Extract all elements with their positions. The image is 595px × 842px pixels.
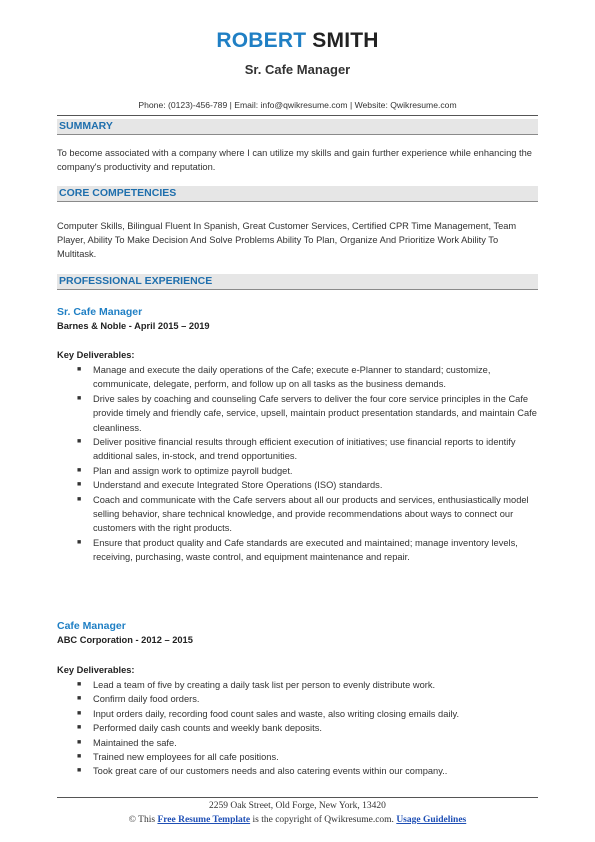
bullet-text: Coach and communicate with the Cafe servers about all our products and services, enthusiastically model selling behavior, share technical knowledge, and provide recommendations about ways to connect our customers with the right products.	[93, 494, 529, 534]
bullet-text: Took great care of our customers needs and also catering events within our company..	[93, 766, 448, 777]
competencies-text: Computer Skills, Bilingual Fluent In Spanish, Great Customer Services, Certified CPR Time Management, Team Player, Ability To Make Decision And Solve Problems Ability To Plan, Organize And Prioritize Work Ability To Multitask.	[57, 221, 517, 259]
bullet-icon: ■	[77, 738, 82, 746]
job-2-deliverables-label: Key Deliverables:	[57, 665, 135, 675]
bullet-text: Trained new employees for all cafe positions.	[93, 752, 279, 763]
candidate-name	[0, 29, 595, 53]
competencies-section-header	[57, 186, 538, 202]
summary-heading: SUMMARY	[59, 120, 113, 132]
bullet-text: Input orders daily, recording food count sales and waste, also writing closing emails daily.	[93, 708, 460, 719]
bullet-icon: ■	[77, 538, 82, 546]
bullet-text: Ensure that product quality and Cafe standards are executed and maintained; manage inventory levels, receiving, purchasing, waste control, and equipment maintenance and repair.	[93, 537, 518, 563]
bullet-text: Maintained the safe.	[93, 737, 177, 748]
list-item	[57, 750, 538, 764]
bullet-icon: ■	[77, 753, 82, 761]
bullet-icon: ■	[77, 695, 82, 703]
job-2-company: ABC Corporation - 2012 – 2015	[57, 635, 193, 645]
copyright-middle: is the copyright of Qwikresume.com.	[252, 815, 394, 825]
bullet-icon: ■	[77, 466, 82, 474]
bullet-icon: ■	[77, 724, 82, 732]
summary-text: To become associated with a company where I can utilize my skills and gain further experience while enhancing the company's productivity and reputation.	[57, 148, 532, 172]
bullet-icon: ■	[77, 394, 82, 402]
bullet-text: Deliver positive financial results through efficient execution of initiatives; use financial reports to identify additional sales, in-stock, and trend opportunities.	[93, 437, 516, 462]
bullet-text: Manage and execute the daily operations of the Cafe; execute e-Planner to standard; customize, communicate, delegate, perform, and follow up on all tasks as the business demands.	[93, 365, 491, 390]
bullet-icon: ■	[77, 438, 82, 446]
copyright-prefix: © This	[128, 815, 156, 825]
bullet-icon: ■	[77, 481, 82, 489]
job-1-bullet-list	[57, 363, 538, 565]
contact-line: Phone: (0123)-456-789 | Email: info@qwikresume.com | Website: Qwikresume.com	[138, 100, 457, 110]
bullet-text: Confirm daily food orders.	[93, 694, 200, 705]
list-item	[57, 493, 538, 536]
bullet-text: Plan and assign work to optimize payroll budget.	[93, 465, 293, 476]
usage-guidelines-link[interactable]: Usage Guidelines	[396, 815, 467, 825]
list-item	[57, 363, 538, 392]
experience-section-header	[57, 274, 538, 290]
job-1-title: Sr. Cafe Manager	[57, 306, 143, 318]
bullet-icon: ■	[77, 767, 82, 775]
last-name: SMITH	[312, 29, 379, 52]
footer-address: 2259 Oak Street, Old Forge, New York, 13420	[209, 801, 386, 811]
footer-copyright	[0, 815, 595, 825]
list-item	[57, 478, 538, 492]
bullet-icon: ■	[77, 709, 82, 717]
list-item	[57, 721, 538, 735]
job-1-company: Barnes & Noble - April 2015 – 2019	[57, 321, 210, 331]
list-item	[57, 392, 538, 435]
bullet-icon: ■	[77, 495, 82, 503]
bullet-text: Drive sales by coaching and counseling Cafe servers to deliver the four core service principles in the Cafe provide timely and friendly cafe, service, upsell, maintain product presentation standards, and maintain Cafe cleanliness.	[93, 393, 537, 433]
free-resume-template-link[interactable]: Free Resume Template	[157, 815, 251, 825]
bullet-text: Understand and execute Integrated Store Operations (ISO) standards.	[93, 480, 383, 491]
job-2-title: Cafe Manager	[57, 620, 126, 632]
bullet-text: Lead a team of five by creating a daily task list per person to evenly distribute work.	[93, 680, 436, 690]
first-name: ROBERT	[216, 29, 307, 52]
header-divider	[57, 115, 538, 116]
bullet-icon: ■	[77, 681, 82, 688]
list-item	[57, 678, 538, 692]
footer-divider	[57, 797, 538, 798]
bullet-icon: ■	[77, 366, 82, 373]
job-headline: Sr. Cafe Manager	[244, 62, 351, 77]
job-2-bullet-list	[57, 678, 538, 779]
competencies-heading: CORE COMPETENCIES	[59, 187, 177, 199]
list-item	[57, 435, 538, 464]
list-item	[57, 692, 538, 706]
list-item	[57, 707, 538, 721]
list-item	[57, 764, 538, 778]
list-item	[57, 536, 538, 565]
experience-heading: PROFESSIONAL EXPERIENCE	[59, 275, 213, 287]
bullet-text: Performed daily cash counts and weekly bank deposits.	[93, 723, 322, 734]
list-item	[57, 736, 538, 750]
list-item	[57, 464, 538, 478]
job-1-deliverables-label: Key Deliverables:	[57, 350, 135, 360]
summary-section-header	[57, 119, 538, 135]
